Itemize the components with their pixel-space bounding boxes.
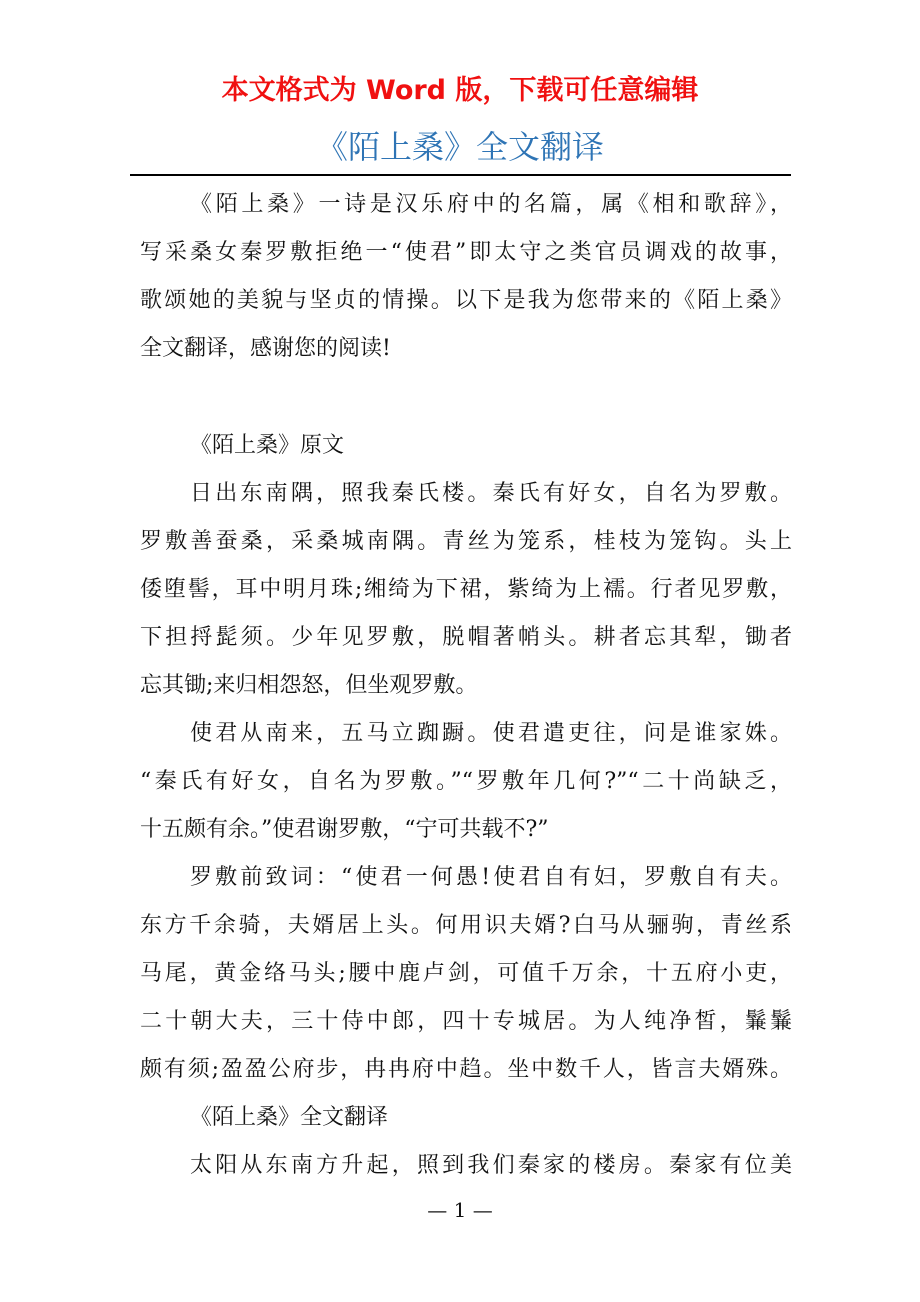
intro-line: 歌颂她的美貌与坚贞的情操。以下是我为您带来的《陌上桑》 <box>140 288 792 313</box>
poem-line: “秦氏有好女，自名为罗敷。”“罗敷年几何?”“二十尚缺乏， <box>140 769 792 794</box>
poem-line: 颇有须;盈盈公府步，冉冉府中趋。坐中数千人，皆言夫婿殊。 <box>140 1057 792 1082</box>
poem-line: 马尾，黄金络马头;腰中鹿卢剑，可值千万余，十五府小吏， <box>140 961 792 986</box>
poem-line: 日出东南隅，照我秦氏楼。秦氏有好女，自名为罗敷。 <box>190 481 792 506</box>
poem-line: 使君从南来，五马立踟蹰。使君遣吏往，问是谁家姝。 <box>190 721 792 746</box>
section-heading-translation: 《陌上桑》全文翻译 <box>190 1105 389 1130</box>
format-notice: 本文格式为 Word 版，下载可任意编辑 <box>221 75 699 106</box>
poem-line: 倭堕髻，耳中明月珠;缃绮为下裙，紫绮为上襦。行者见罗敷， <box>140 577 792 602</box>
poem-line: 下担捋髭须。少年见罗敷，脱帽著帩头。耕者忘其犁，锄者 <box>140 625 792 650</box>
translation-line: 太阳从东南方升起，照到我们秦家的楼房。秦家有位美 <box>190 1153 792 1178</box>
poem-line: 罗敷善蚕桑，采桑城南隅。青丝为笼系，桂枝为笼钩。头上 <box>140 529 792 554</box>
poem-line: 十五颇有余。”使君谢罗敷，“宁可共载不?” <box>140 817 549 842</box>
intro-line: 写采桑女秦罗敷拒绝一“使君”即太守之类官员调戏的故事， <box>140 240 792 265</box>
document-title: 《陌上桑》全文翻译 <box>315 128 604 166</box>
poem-line: 忘其锄;来归相怨怒，但坐观罗敷。 <box>140 673 478 698</box>
page-number: — 1 — <box>427 1198 493 1222</box>
intro-line: 《陌上桑》一诗是汉乐府中的名篇，属《相和歌辞》， <box>190 192 792 217</box>
poem-line: 东方千余骑，夫婿居上头。何用识夫婿?白马从骊驹，青丝系 <box>140 913 792 938</box>
poem-line: 罗敷前致词：“使君一何愚!使君自有妇，罗敷自有夫。 <box>190 865 792 890</box>
section-heading-original: 《陌上桑》原文 <box>190 433 345 458</box>
intro-line: 全文翻译，感谢您的阅读! <box>140 336 391 361</box>
poem-line: 二十朝大夫，三十侍中郎，四十专城居。为人纯净皙，鬑鬑 <box>140 1009 792 1034</box>
title-divider <box>130 174 791 176</box>
